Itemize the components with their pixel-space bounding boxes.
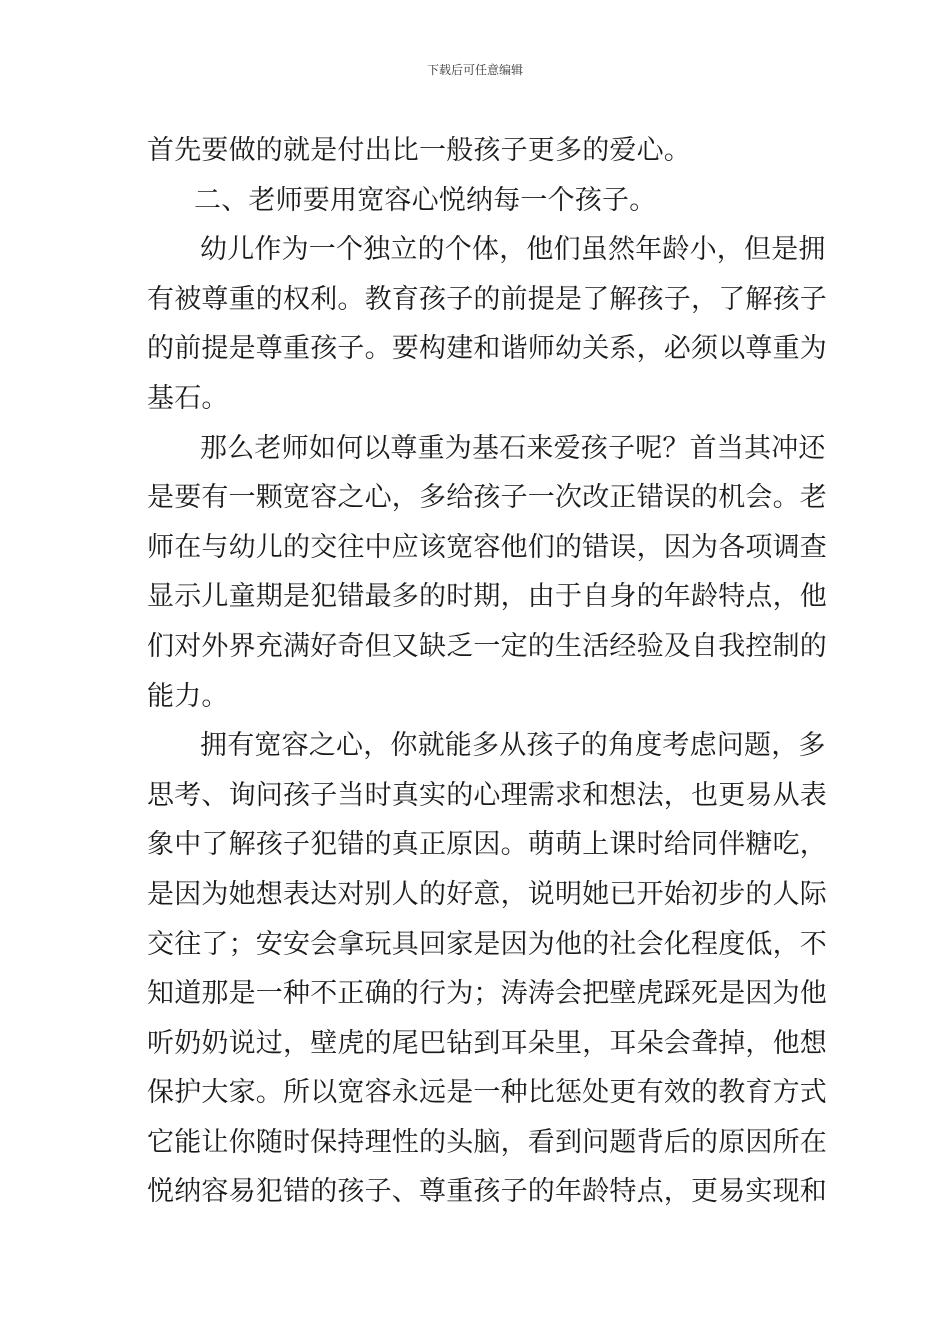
text-line: 交往了；安安会拿玩具回家是因为他的社会化程度低，不 [147, 928, 827, 960]
text-line: 悦纳容易犯错的孩子、尊重孩子的年龄特点，更易实现和 [147, 1176, 827, 1208]
page-header: 下载后可任意编辑 [426, 63, 523, 77]
text-line: 幼儿作为一个独立的个体，他们虽然年龄小，但是拥 [200, 234, 826, 266]
text-line: 们对外界充满好奇但又缺乏一定的生活经验及自我控制的 [147, 630, 827, 662]
text-line: 听奶奶说过，壁虎的尾巴钻到耳朵里，耳朵会聋掉，他想 [147, 1027, 827, 1059]
text-line: 的前提是尊重孩子。要构建和谐师幼关系，必须以尊重为 [147, 333, 827, 365]
text-line: 基石。 [147, 382, 229, 414]
body-text [147, 126, 827, 1217]
text-line: 拥有宽容之心，你就能多从孩子的角度考虑问题，多 [200, 730, 826, 762]
text-line: 思考、询问孩子当时真实的心理需求和想法，也更易从表 [147, 779, 827, 811]
text-line: 知道那是一种不正确的行为；涛涛会把壁虎踩死是因为他 [147, 978, 827, 1010]
text-line: 是要有一颗宽容之心，多给孩子一次改正错误的机会。老 [147, 482, 827, 514]
text-line: 有被尊重的权利。教育孩子的前提是了解孩子，了解孩子 [147, 283, 827, 315]
text-line: 保护大家。所以宽容永远是一种比惩处更有效的教育方式 [147, 1077, 827, 1109]
text-line: 能力。 [147, 680, 229, 712]
text-line: 那么老师如何以尊重为基石来爱孩子呢？首当其冲还 [200, 432, 826, 464]
text-line: 它能让你随时保持理性的头脑，看到问题背后的原因所在 [147, 1126, 827, 1158]
text-line: 是因为她想表达对别人的好意，说明她已开始初步的人际 [147, 878, 827, 910]
text-line: 显示儿童期是犯错最多的时期，由于自身的年龄特点，他 [147, 581, 827, 613]
text-line: 首先要做的就是付出比一般孩子更多的爱心。 [147, 135, 691, 166]
text-line: 象中了解孩子犯错的真正原因。萌萌上课时给同伴糖吃， [147, 829, 827, 861]
text-line: 二、老师要用宽容心悦纳每一个孩子。 [194, 184, 657, 216]
text-line: 师在与幼儿的交往中应该宽容他们的错误，因为各项调查 [147, 531, 827, 563]
